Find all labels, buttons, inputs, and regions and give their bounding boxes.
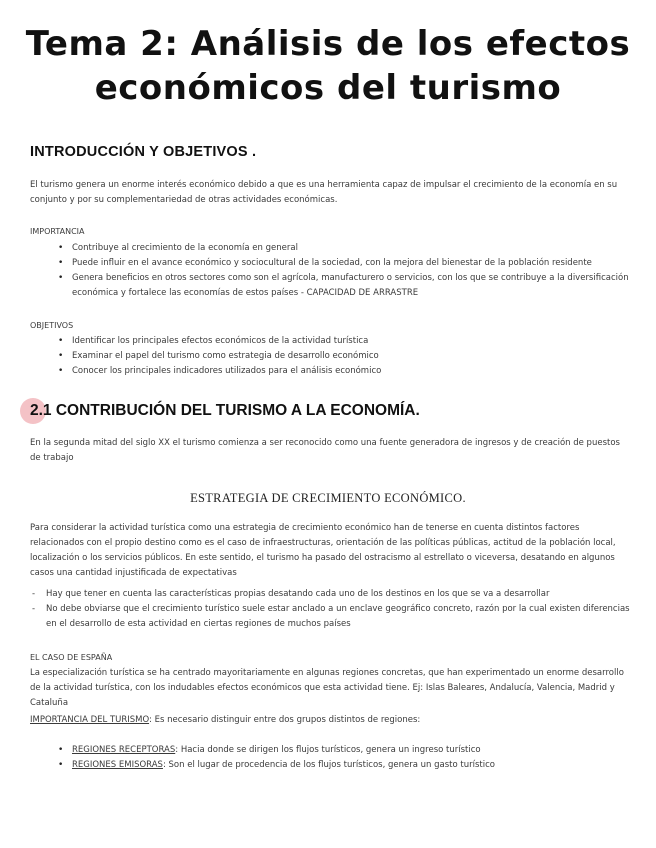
espana-paragraph: La especialización turística se ha centrado mayoritariamente en algunas regiones concretas, que han experimentado un enorme desarrollo de la actividad turística, con los indudables efectos económicos que esta actividad tiene. Ej: Islas Baleares, Andalucía, Valencia, Madrid y Cataluña [30, 668, 624, 708]
region-name: REGIONES RECEPTORAS [72, 745, 176, 755]
contribucion-paragraph: En la segunda mitad del siglo XX el turismo comienza a ser reconocido como una fuente generadora de ingresos y de creación de puestos de trabajo [30, 438, 620, 463]
objetivos-label: OBJETIVOS [30, 321, 74, 330]
strategy-subheading: ESTRATEGIA DE CRECIMIENTO ECONÓMICO. [190, 491, 466, 505]
espana-label: EL CASO DE ESPAÑA [30, 653, 113, 662]
region-name: REGIONES EMISORAS [72, 760, 163, 770]
region-text: : Son el lugar de procedencia de los flujos turísticos, genera un gasto turístico [162, 760, 495, 770]
section-heading-contribucion: 2.1 CONTRIBUCIÓN DEL TURISMO A LA ECONOMÍA. [30, 402, 420, 419]
importancia-turismo-text: : Es necesario distinguir entre dos grupos distintos de regiones: [149, 715, 421, 725]
list-item: • Genera beneficios en otros sectores como son el agrícola, manufacturero o servicios, con los que se contribuye a la diversificación económica y fortalece las economías de estos países - CAPACIDAD DE ARRASTRE [58, 271, 638, 301]
importancia-turismo-line [30, 713, 630, 728]
list-item: • Identificar los principales efectos económicos de la actividad turística [58, 334, 638, 349]
section-heading-introduccion: INTRODUCCIÓN Y OBJETIVOS . [30, 144, 257, 160]
document-title [20, 22, 636, 110]
intro-paragraph: El turismo genera un enorme interés económico debido a que es una herramienta capaz de impulsar el crecimiento de la economía en su conjunto y por su complementariedad de otras actividades económicas. [30, 180, 618, 205]
objetivos-list [58, 334, 638, 379]
title-line-1: Tema 2: Análisis de los efectos [25, 24, 631, 64]
importancia-list [58, 241, 638, 301]
importancia-turismo-label: IMPORTANCIA DEL TURISMO [30, 715, 150, 725]
importancia-label: IMPORTANCIA [30, 227, 85, 236]
list-item [58, 743, 638, 758]
region-text: : Hacia donde se dirigen los flujos turísticos, genera un ingreso turístico [175, 745, 481, 755]
list-item: - No debe obviarse que el crecimiento turístico suele estar anclado a un enclave geográfico concreto, razón por la cual existen diferencias en el desarrollo de esta actividad en ciertas regiones de muchos países [30, 602, 630, 632]
strategy-dash-list [30, 587, 630, 632]
title-line-2: económicos del turismo [94, 68, 562, 108]
list-item: • Puede influir en el avance económico y sociocultural de la sociedad, con la mejora del bienestar de la población residente [58, 256, 638, 271]
strategy-paragraph: Para considerar la actividad turística como una estrategia de crecimiento económico han de tenerse en cuenta distintos factores relacionados con el propio destino como es el caso de infraestructuras, orientación de las políticas públicas, actitud de la población local, localización o los servicios públicos. En este sentido, el turismo ha pasado del ostracismo al estrellato o viceversa, desatando en algunos casos una cantidad injustificada de expectativas [30, 523, 616, 578]
list-item: • Examinar el papel del turismo como estrategia de desarrollo económico [58, 349, 638, 364]
list-item: • Contribuye al crecimiento de la economía en general [58, 241, 638, 256]
list-item [58, 758, 638, 773]
list-item: - Hay que tener en cuenta las características propias desatando cada uno de los destinos en los que se va a desarrollar [30, 587, 630, 602]
regiones-list [58, 743, 638, 773]
list-item: • Conocer los principales indicadores utilizados para el análisis económico [58, 364, 638, 379]
